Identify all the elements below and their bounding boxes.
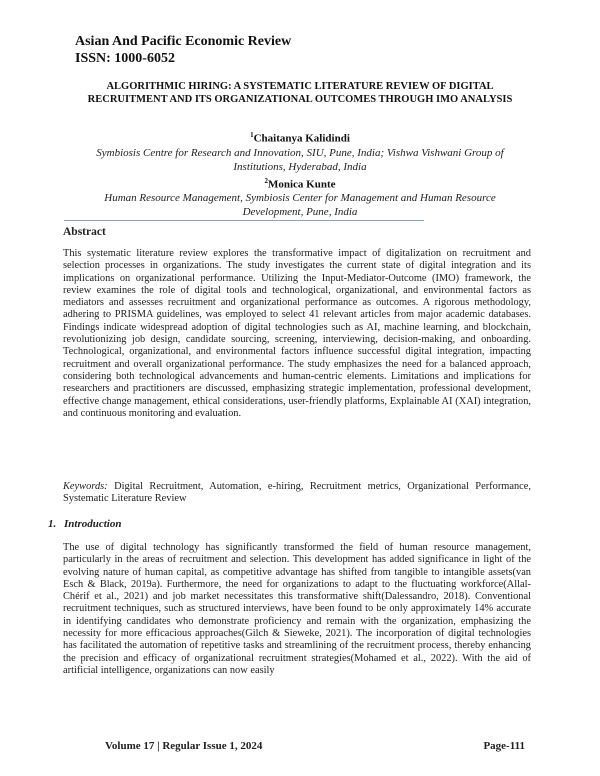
- author-2-name: [75, 174, 525, 192]
- author-1-sup: 1: [250, 131, 254, 139]
- paper-title: ALGORITHMIC HIRING: A SYSTEMATIC LITERATURE REVIEW OF DIGITAL RECRUITMENT AND ITS ORGANIZATIONAL OUTCOMES THROUGH IMO ANALYSIS: [87, 81, 513, 105]
- author-2-affiliation: Human Resource Management, Symbiosis Center for Management and Human Resource Development, Pune, India: [104, 192, 496, 219]
- keywords-label: Keywords:: [63, 481, 108, 492]
- author-1-name: [75, 128, 525, 146]
- footer-volume: Volume 17 | Regular Issue 1, 2024: [105, 740, 263, 752]
- author-1-affiliation: Symbiosis Centre for Research and Innovation, SIU, Pune, India; Vishwa Vishwani Group of Institutions, Hyderabad, India: [96, 146, 504, 173]
- author-2-name-text: Monica Kunte: [267, 178, 336, 191]
- author-block: [75, 128, 525, 219]
- journal-issn: ISSN: 1000-6052: [75, 51, 175, 66]
- section-number: 1.: [48, 518, 57, 530]
- abstract-text: This systematic literature review explores the transformative impact of digitalization on recruitment and selection processes in organizations. The study investigates the current state of digital integration and its implications on organizational performance. Utilizing the Input-Mediator-Outcome (IMO) framework, the review examines the role of digital tools and technological, organizational, and environmental factors as mediators and assesses recruitment and organizational performance as outcomes. A rigorous methodology, adhering to PRISMA guidelines, was employed to select 41 relevant articles from major academic databases. Findings indicate widespread adoption of digital technologies such as AI, machine learning, and blockchain, revolutionizing job design, candidate sourcing, screening, interviewing, decision-making, and onboarding. Technological, organizational, and environmental factors influence successful digital integration, impacting recruitment and overall organizational performance. The study emphasizes the need for a balanced approach, considering both technological advancements and human-centric elements. Limitations and implications for researchers and practitioners are discussed, emphasizing strategic implementation, professional development, effective change management, ethical considerations, user-friendly platforms, Explainable AI (XAI) integration, and continuous monitoring and evaluation.: [63, 248, 531, 419]
- footer-page-number: Page-111: [483, 740, 525, 752]
- author-1-name-text: Chaitanya Kalidindi: [253, 132, 350, 145]
- section-title: Introduction: [64, 518, 122, 530]
- keywords: [63, 481, 531, 506]
- introduction-text: The use of digital technology has significantly transformed the field of human resource management, particularly in the areas of recruitment and selection. This development has added significance in light of the evolving nature of human capital, as competitive advantage has shifted from tangible to intangible assets(van Esch & Black, 2019a). Furthermore, the need for organizations to adapt to the fluctuating workforce(Allal-Chérif et al., 2021) and job market necessitates this transformative shift(Dalessandro, 2018). Conventional recruitment techniques, such as structured interviews, have been found to be only approximately 14% accurate in identifying candidates who demonstrate proficiency and remain with the organization, emphasizing the necessity for more efficacious approaches(Gilch & Sieweke, 2021). The incorporation of digital technologies has facilitated the automation of repetitive tasks and streamlining of the recruitment process, thereby enhancing the precision and efficacy of organizational recruitment strategies(Mohamed et al., 2022). With the aid of artificial intelligence, organizations can now easily: [63, 542, 531, 676]
- journal-header: [75, 33, 291, 67]
- divider-rule: [64, 220, 424, 221]
- keywords-text: Digital Recruitment, Automation, e-hiring, Recruitment metrics, Organizational Performance, Systematic Literature Review: [63, 481, 531, 505]
- author-2-sup: 2: [264, 176, 268, 185]
- section-heading: [48, 518, 121, 530]
- journal-name: Asian And Pacific Economic Review: [75, 34, 292, 49]
- abstract-heading: Abstract: [63, 226, 106, 238]
